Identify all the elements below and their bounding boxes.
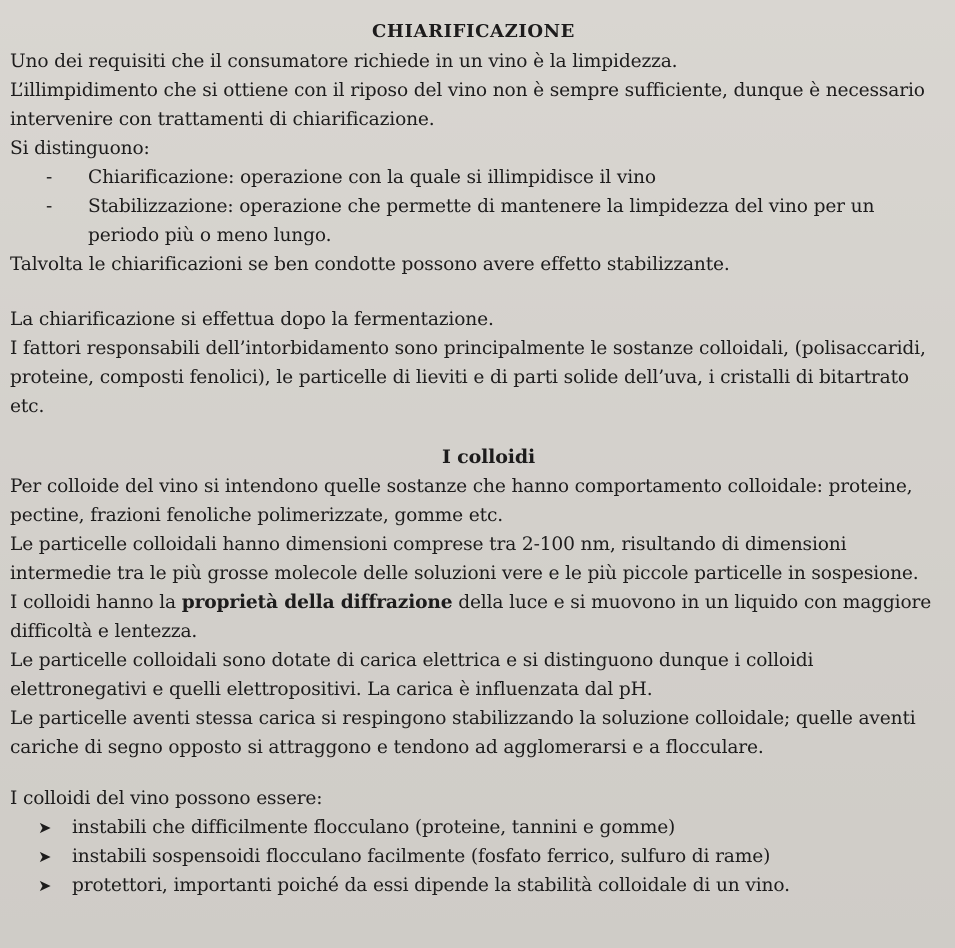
page-title: CHIARIFICAZIONE bbox=[371, 21, 575, 42]
colloids-paragraph-2: Le particelle colloidali hanno dimensioni comprese tra 2-100 nm, risultando di dimensioni intermedie tra le più grosse molecole delle soluzioni vere e le più piccole particelle in sospesione. bbox=[10, 534, 919, 584]
dash-bullet: - bbox=[46, 196, 53, 217]
list-item bbox=[10, 163, 937, 192]
arrow-bullet-icon: ➤ bbox=[38, 876, 52, 895]
colloids-paragraph-4: Le particelle colloidali sono dotate di carica elettrica e si distinguono dunque i colloidi elettronegativi e quelli elettropositivi. La carica è influenzata dal pH. bbox=[10, 650, 814, 700]
list-item-text: protettori, importanti poiché da essi dipende la stabilità colloidale di un vino. bbox=[72, 875, 790, 896]
list-item-text: Stabilizzazione: operazione che permette di mantenere la limpidezza del vino per un periodo più o meno lungo. bbox=[88, 196, 875, 246]
colloids-paragraph-3 bbox=[10, 588, 937, 646]
colloids-paragraph-5: Le particelle aventi stessa carica si respingono stabilizzando la soluzione colloidale; quelle aventi cariche di segno opposto si attraggono e tendono ad agglomerarsi e a flocculare. bbox=[10, 708, 916, 758]
intro-paragraph-1: Uno dei requisiti che il consumatore richiede in un vino è la limpidezza. bbox=[10, 51, 678, 72]
arrow-bullet-icon: ➤ bbox=[38, 818, 52, 837]
intro-section bbox=[10, 47, 937, 279]
types-list bbox=[10, 813, 937, 900]
section-heading: I colloidi bbox=[441, 446, 536, 468]
fermentation-section bbox=[10, 305, 937, 421]
colloids-paragraph-1: Per colloide del vino si intendono quelle sostanze che hanno comportamento colloidale: proteine, pectine, frazioni fenoliche polimerizzate, gomme etc. bbox=[10, 476, 913, 526]
intro-paragraph-2: L’illimpidimento che si ottiene con il riposo del vino non è sempre sufficiente, dunque è necessario intervenire con trattamenti di chiarificazione. bbox=[10, 80, 925, 130]
paragraph-text: I colloidi hanno la bbox=[10, 592, 182, 613]
types-intro: I colloidi del vino possono essere: bbox=[10, 788, 323, 809]
arrow-bullet-icon: ➤ bbox=[38, 847, 52, 866]
bold-term: proprietà della diffrazione bbox=[181, 592, 453, 613]
colloids-section bbox=[10, 443, 937, 762]
fermentation-paragraph-2: I fattori responsabili dell’intorbidamento sono principalmente le sostanze colloidali, (polisaccaridi, proteine, composti fenolici), le particelle di lieviti e di parti solide dell’uva, i cristalli di bitartrato etc. bbox=[10, 338, 926, 417]
list-item-text: instabili che difficilmente flocculano (proteine, tannini e gomme) bbox=[72, 817, 676, 838]
distinction-list bbox=[10, 163, 937, 250]
list-item bbox=[10, 842, 937, 871]
fermentation-paragraph-1: La chiarificazione si effettua dopo la fermentazione. bbox=[10, 309, 494, 330]
paragraph-text: della luce e si muovono in un liquido con maggiore difficoltà e lentezza. bbox=[10, 592, 932, 642]
intro-paragraph-3: Si distinguono: bbox=[10, 138, 150, 159]
dash-bullet: - bbox=[46, 167, 53, 188]
types-section bbox=[10, 784, 937, 900]
list-item-text: instabili sospensoidi flocculano facilmente (fosfato ferrico, sulfuro di rame) bbox=[72, 846, 771, 867]
list-item bbox=[10, 871, 937, 900]
list-item bbox=[10, 192, 937, 250]
list-item bbox=[10, 813, 937, 842]
intro-paragraph-4: Talvolta le chiarificazioni se ben condotte possono avere effetto stabilizzante. bbox=[10, 254, 730, 275]
list-item-text: Chiarificazione: operazione con la quale si illimpidisce il vino bbox=[88, 167, 656, 188]
